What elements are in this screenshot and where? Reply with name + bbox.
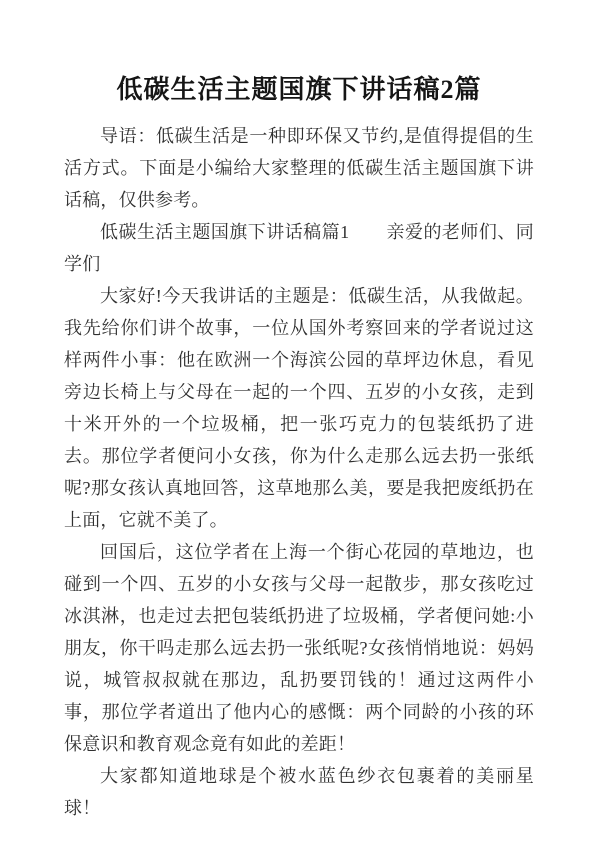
document-title: 低碳生活主题国旗下讲话稿2篇 <box>116 75 482 104</box>
speech-story-paragraph: 大家好!今天我讲话的主题是：低碳生活，从我做起。我先给你们讲个故事，一位从国外考察回来的学者说过这样两件小事：他在欧洲一个海滨公园的草坪边休息，看见旁边长椅上与父母在一起的一个四、五岁的小女孩，走到十米开外的一个垃圾桶，把一张巧克力的包装纸扔了进去。那位学者便问小女孩，你为什么走那么远去扔一张纸呢?那女孩认真地回答，这草地那么美，要是我把废纸扔在上面，它就不美了。 <box>64 286 534 530</box>
speech-comparison-paragraph: 回国后，这位学者在上海一个街心花园的草地边，也碰到一个四、五岁的小女孩与父母一起散步，那女孩吃过冰淇淋，也走过去把包装纸扔进了垃圾桶，学者便问她:小朋友，你干吗走那么远去扔一张纸呢?女孩悄悄地说：妈妈说，城管叔叔就在那边，乱扔要罚钱的！通过这两件小事，那位学者道出了他内心的感慨：两个同龄的小孩的环保意识和教育观念竟有如此的差距！ <box>64 542 534 754</box>
closing-line-paragraph: 大家都知道地球是个被水蓝色纱衣包裹着的美丽星球！ <box>64 766 534 818</box>
intro-paragraph: 导语：低碳生活是一种即环保又节约,是值得提倡的生活方式。下面是小编给大家整理的低碳生活主题国旗下讲话稿，仅供参考。 <box>64 126 534 210</box>
section-heading-paragraph: 低碳生活主题国旗下讲话稿篇1 亲爱的老师们、同学们 <box>64 222 534 274</box>
